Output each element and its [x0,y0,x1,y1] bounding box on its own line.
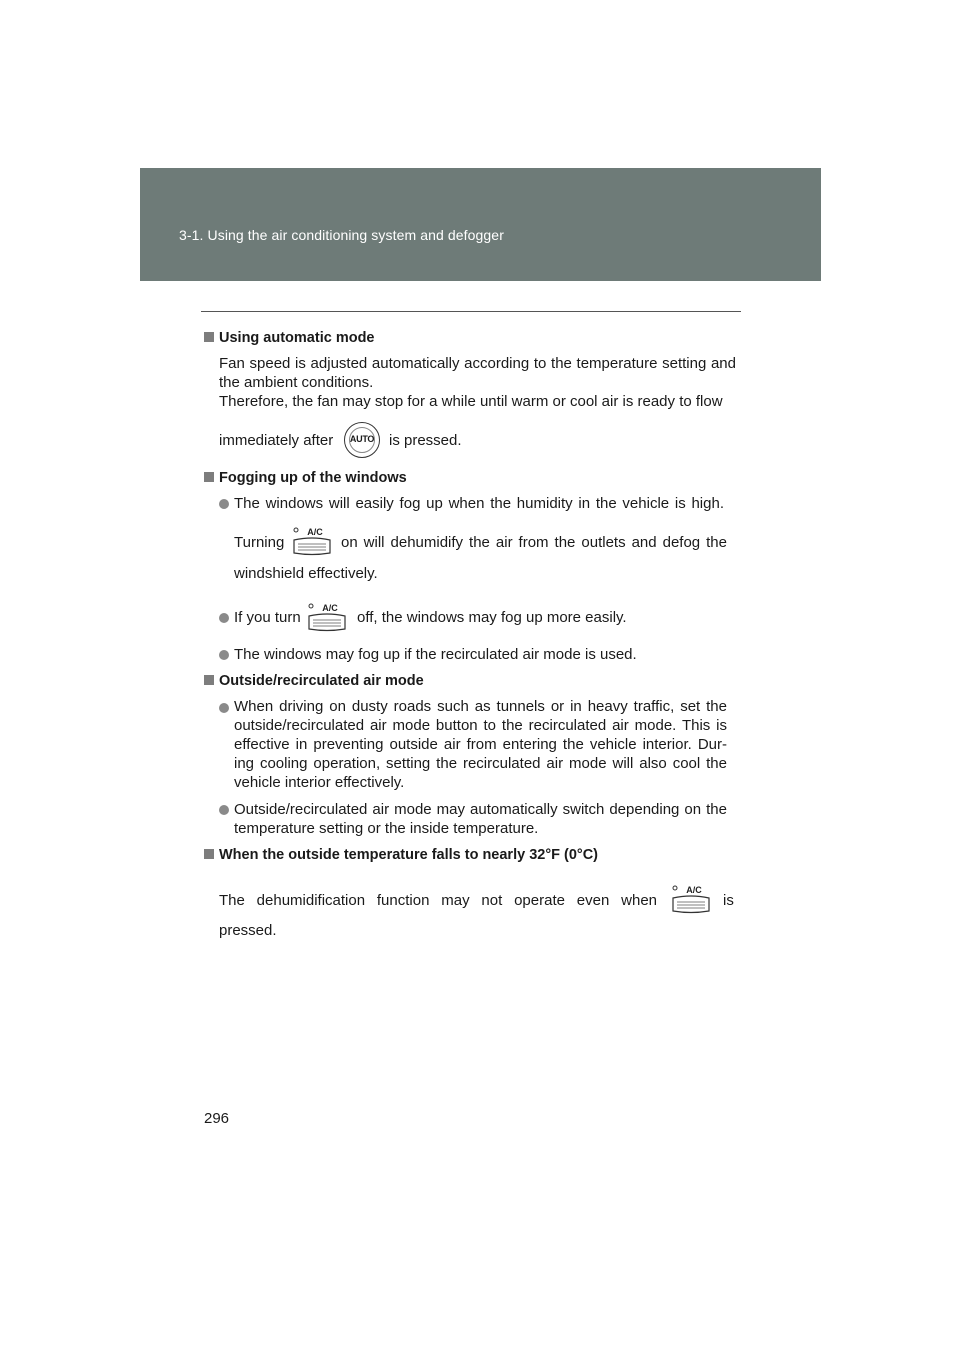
chapter-header [140,168,821,281]
round-bullet-icon [219,805,229,815]
ac-label: A/C [322,603,338,613]
fogging-bullet-1-line1: The windows will easily fog up when the humidity in the vehicle is high. [234,495,724,512]
fogging-bullet-2-text: off, the windows may fog up more easily. [357,609,627,626]
cold-text-line2: pressed. [219,922,277,939]
section-heading-text: When the outside temperature falls to nearly 32°F (0°C) [219,847,599,863]
square-bullet-icon [204,849,214,859]
square-bullet-icon [204,332,214,342]
ac-button-icon [307,602,347,632]
round-bullet-icon [219,703,229,713]
section-heading-recirc [204,672,424,690]
cold-text-is: is [723,892,734,909]
section-heading-text: Using automatic mode [219,330,375,346]
fogging-bullet-1-line3: windshield effectively. [234,565,378,582]
breadcrumb: 3-1. Using the air conditioning system and defogger [179,227,504,243]
fogging-bullet-3: The windows may fog up if the recirculated air mode is used. [234,646,637,663]
square-bullet-icon [204,472,214,482]
paragraph-automatic-line: Therefore, the fan may stop for a while until warm or cool air is ready to flow [219,393,723,410]
round-bullet-icon [219,613,229,623]
text-immediately-after: immediately after [219,432,334,449]
section-heading-cold [204,846,598,864]
text-if-you-turn: If you turn [234,609,301,626]
cold-text-line1: The dehumidification function may not operate even when [219,892,657,909]
divider [201,311,741,312]
square-bullet-icon [204,675,214,685]
text-turning: Turning [234,534,285,551]
page-number: 296 [204,1110,230,1127]
fogging-bullet-1-line2: on will dehumidify the air from the outlets and defog the [341,534,727,551]
section-heading-text: Fogging up of the windows [219,470,407,486]
round-bullet-icon [219,499,229,509]
recirc-bullet-2: Outside/recirculated air mode may automatically switch depending on the temperature setting or the inside temperature. [234,801,727,837]
ac-label: A/C [307,527,323,537]
ac-label: A/C [686,885,702,895]
round-bullet-icon [219,650,229,660]
section-heading-automatic [204,329,375,347]
text-is-pressed: is pressed. [389,432,462,449]
ac-button-icon [292,526,332,556]
section-heading-fogging [204,469,407,487]
paragraph-automatic: Fan speed is adjusted automatically according to the temperature setting and the ambient conditions. [219,355,736,391]
auto-label: AUTO [349,434,375,444]
recirc-bullet-1: When driving on dusty roads such as tunnels or in heavy traffic, set the outside/recirculated air mode button to the recirculated air mode. This is effective in preventing outside air from entering the vehicle interior. Dur-ing cooling operation, setting the recirculated air mode will also cool the vehicle interior effectively. [234,698,727,791]
auto-button-icon [344,422,380,458]
section-heading-text: Outside/recirculated air mode [219,673,424,689]
ac-button-icon [671,884,711,914]
